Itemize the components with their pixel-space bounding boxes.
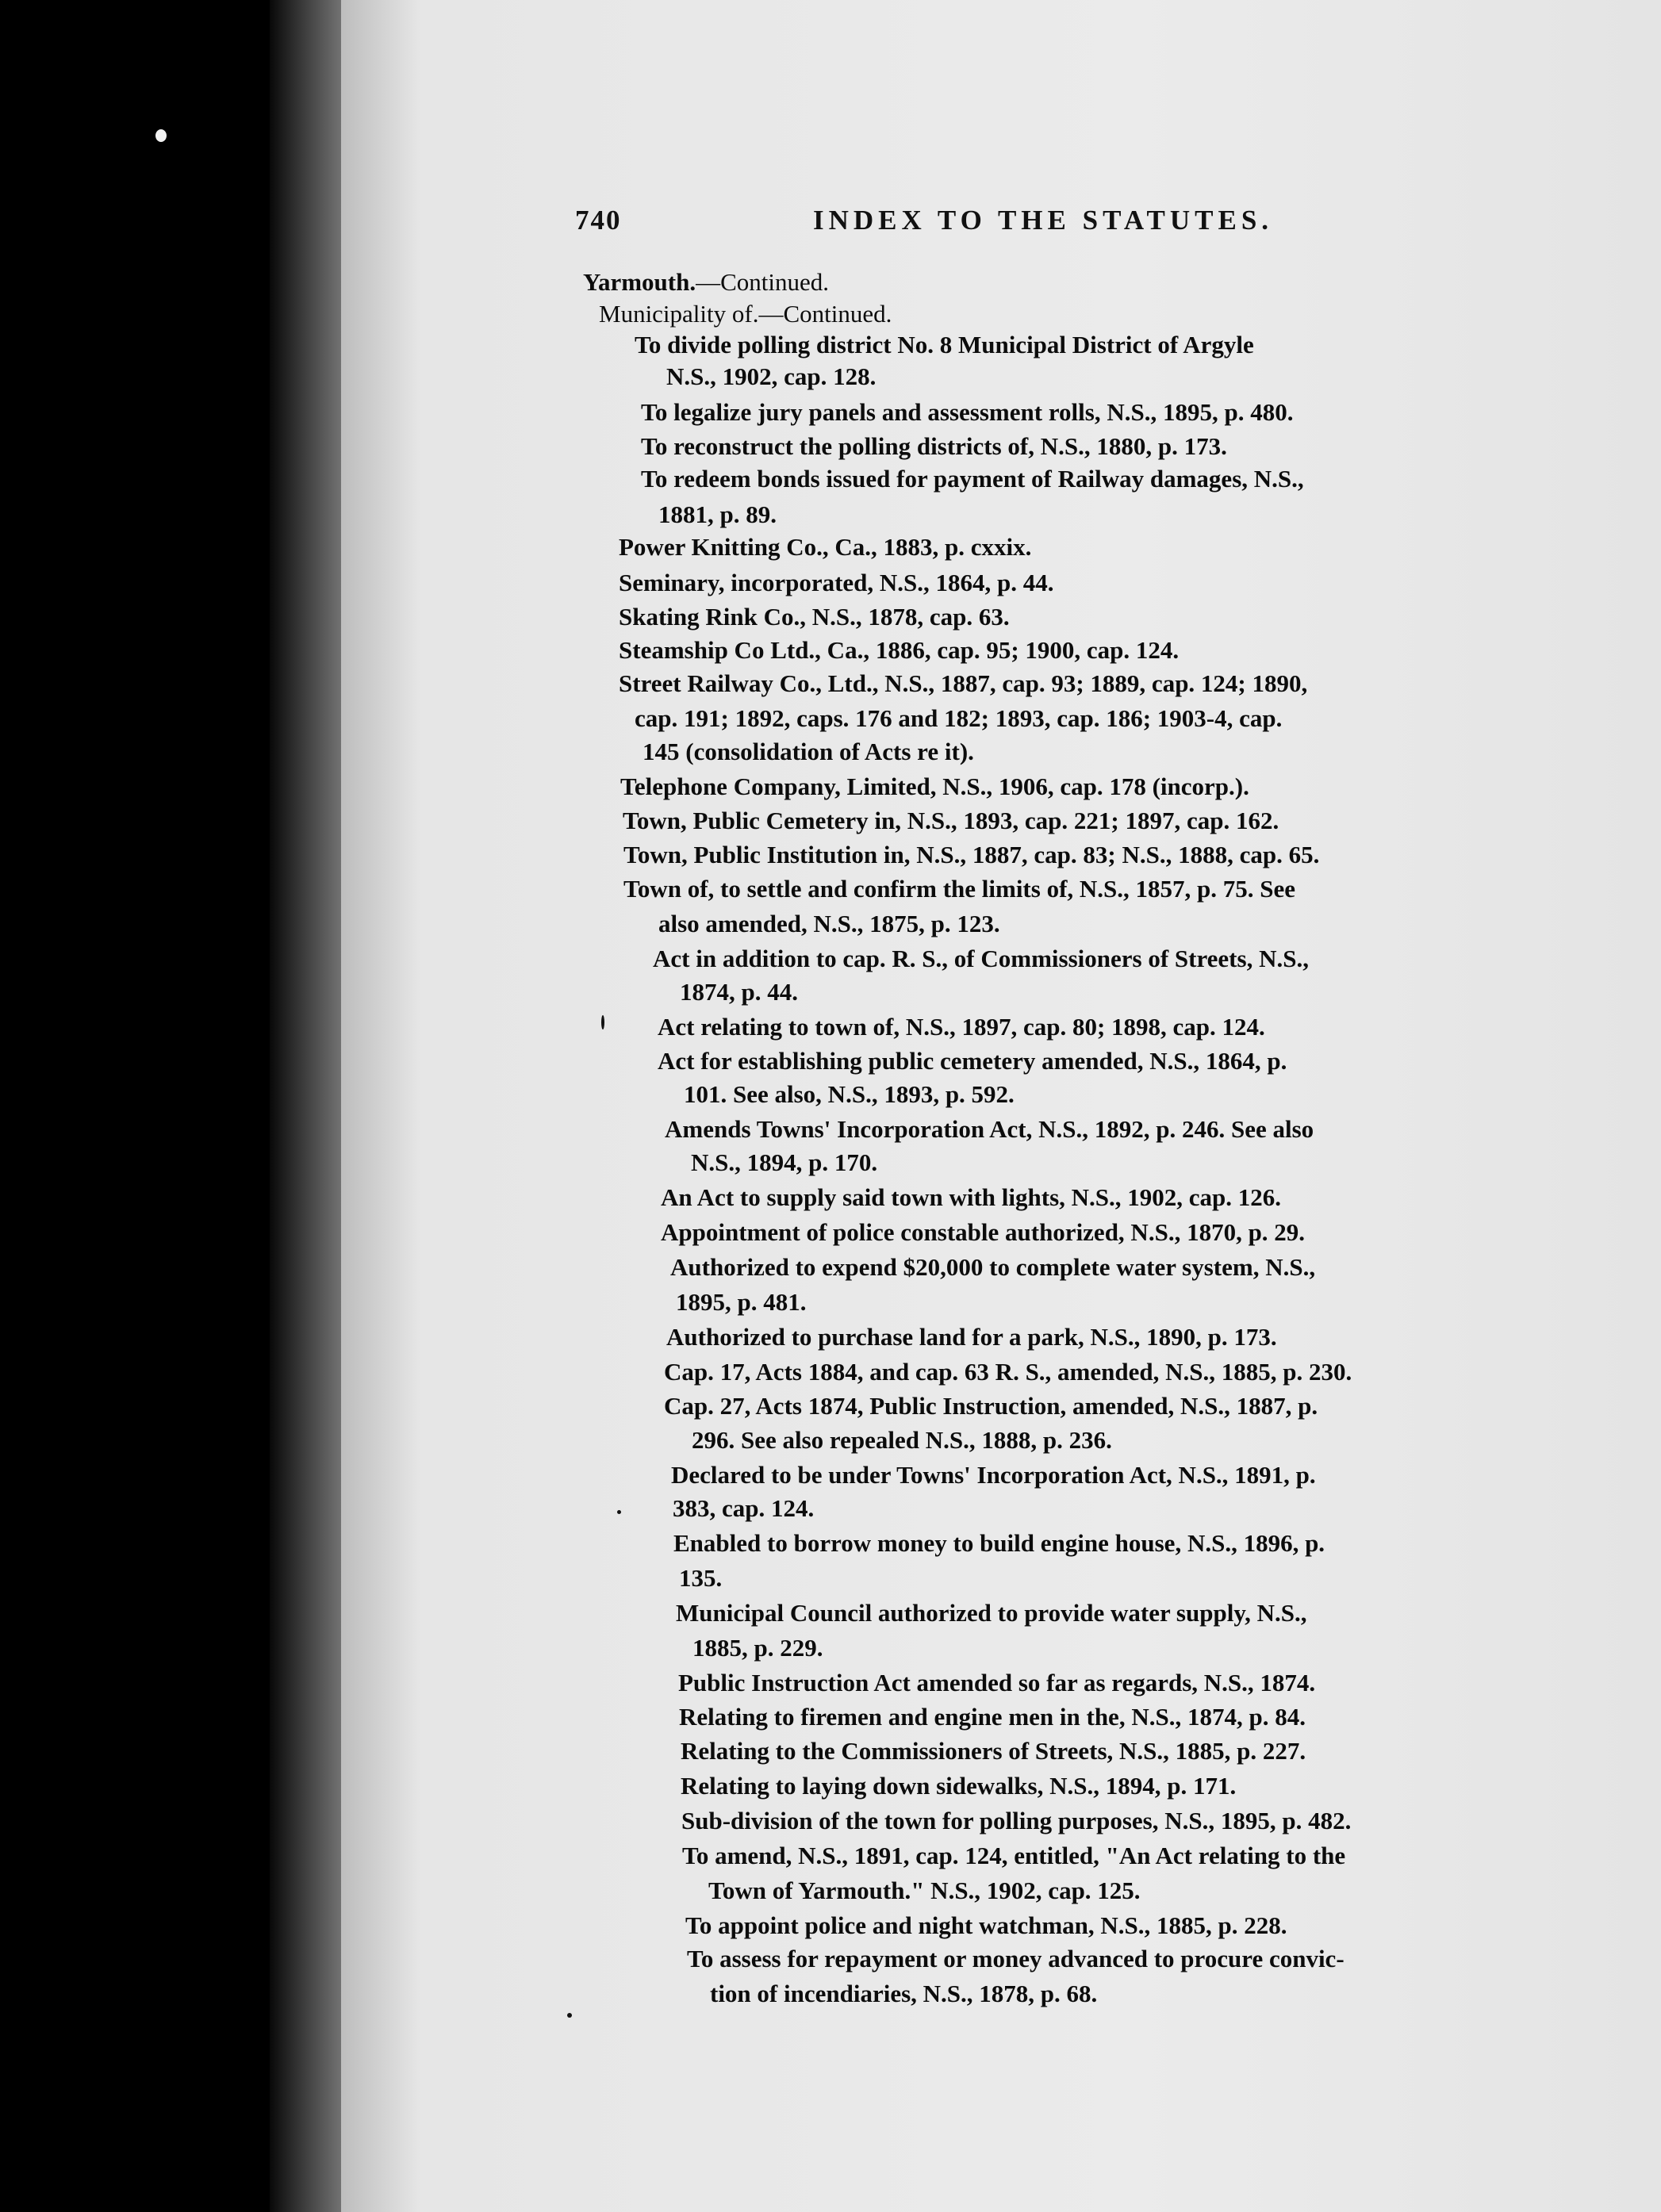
index-entry-line: 145 (consolidation of Acts re it).	[643, 738, 974, 765]
index-entry-line: Municipal Council authorized to provide water supply, N.S.,	[676, 1599, 1307, 1627]
speck	[617, 1510, 621, 1514]
index-entry-line: To appoint police and night watchman, N.S., 1885, p. 228.	[685, 1911, 1287, 1939]
index-entry-line: Cap. 27, Acts 1874, Public Instruction, amended, N.S., 1887, p.	[664, 1392, 1318, 1420]
index-entry-line: Act for establishing public cemetery amended, N.S., 1864, p.	[658, 1047, 1287, 1075]
index-entry-line: Seminary, incorporated, N.S., 1864, p. 44.	[619, 569, 1054, 596]
index-entry-line: Town of, to settle and confirm the limits of, N.S., 1857, p. 75. See	[623, 875, 1296, 903]
index-entry-line: Public Instruction Act amended so far as regards, N.S., 1874.	[678, 1669, 1316, 1696]
index-entry-line: Power Knitting Co., Ca., 1883, p. cxxix.	[619, 533, 1032, 561]
page-header	[575, 205, 1661, 236]
index-entry-line: cap. 191; 1892, caps. 176 and 182; 1893, cap. 186; 1903-4, cap.	[635, 704, 1283, 732]
index-entry-line: 1874, p. 44.	[680, 978, 798, 1006]
index-entry-line: Relating to laying down sidewalks, N.S., 1894, p. 171.	[681, 1772, 1237, 1800]
index-entry-line: 383, cap. 124.	[673, 1494, 815, 1522]
index-entry-line: N.S., 1902, cap. 128.	[666, 362, 877, 390]
index-entry-line: Sub-division of the town for polling purposes, N.S., 1895, p. 482.	[681, 1807, 1352, 1834]
index-entry-line: To assess for repayment or money advanced to procure convic-	[687, 1945, 1345, 1972]
index-entry-line: Cap. 17, Acts 1884, and cap. 63 R. S., amended, N.S., 1885, p. 230.	[664, 1358, 1352, 1386]
speck	[601, 1015, 604, 1029]
index-entry-line: Town of Yarmouth." N.S., 1902, cap. 125.	[708, 1877, 1141, 1904]
main-heading-title: Yarmouth.	[583, 268, 696, 296]
index-entry-line: also amended, N.S., 1875, p. 123.	[658, 910, 1000, 937]
index-entry-line: To legalize jury panels and assessment rolls, N.S., 1895, p. 480.	[641, 398, 1294, 426]
page-number: 740	[575, 205, 622, 236]
index-entry-line: 296. See also repealed N.S., 1888, p. 236.	[692, 1426, 1112, 1454]
main-heading	[583, 266, 829, 298]
index-entry-line: Act relating to town of, N.S., 1897, cap. 80; 1898, cap. 124.	[658, 1013, 1265, 1041]
index-entry-line: Declared to be under Towns' Incorporation Act, N.S., 1891, p.	[671, 1461, 1316, 1489]
index-entry-line: To divide polling district No. 8 Municipal District of Argyle	[635, 331, 1254, 358]
index-entry-line: Town, Public Cemetery in, N.S., 1893, cap. 221; 1897, cap. 162.	[623, 807, 1279, 834]
index-entry-line: Authorized to purchase land for a park, N.S., 1890, p. 173.	[666, 1323, 1277, 1351]
speck	[567, 2013, 572, 2018]
index-entry-line: Appointment of police constable authorized, N.S., 1870, p. 29.	[661, 1218, 1306, 1246]
index-entry-line: 1881, p. 89.	[658, 500, 777, 528]
index-entry-line: Telephone Company, Limited, N.S., 1906, cap. 178 (incorp.).	[620, 772, 1249, 800]
index-entry-line: Relating to the Commissioners of Streets, N.S., 1885, p. 227.	[681, 1737, 1306, 1765]
index-entry-line: Act in addition to cap. R. S., of Commissioners of Streets, N.S.,	[653, 945, 1309, 972]
index-entry-line: To amend, N.S., 1891, cap. 124, entitled, "An Act relating to the	[682, 1842, 1346, 1869]
index-entry-line: Authorized to expend $20,000 to complete water system, N.S.,	[670, 1253, 1316, 1281]
speck	[155, 129, 167, 142]
index-entry-line: Skating Rink Co., N.S., 1878, cap. 63.	[619, 603, 1010, 631]
index-entry-line: N.S., 1894, p. 170.	[691, 1148, 878, 1176]
index-entry-line: Enabled to borrow money to build engine house, N.S., 1896, p.	[673, 1529, 1325, 1557]
main-heading-suffix: —Continued.	[696, 268, 830, 296]
running-title: INDEX TO THE STATUTES.	[813, 205, 1274, 236]
index-entry-line: 135.	[679, 1564, 723, 1592]
index-entry-line: tion of incendiaries, N.S., 1878, p. 68.	[710, 1980, 1098, 2007]
index-entry-line: An Act to supply said town with lights, N.S., 1902, cap. 126.	[661, 1183, 1282, 1211]
sub-heading: Municipality of.—Continued.	[599, 300, 892, 328]
index-entry-line: 101. See also, N.S., 1893, p. 592.	[684, 1080, 1015, 1108]
index-entry-line: Relating to firemen and engine men in the, N.S., 1874, p. 84.	[679, 1703, 1306, 1731]
index-entry-line: To reconstruct the polling districts of, N.S., 1880, p. 173.	[641, 432, 1227, 460]
index-entry-line: Town, Public Institution in, N.S., 1887, cap. 83; N.S., 1888, cap. 65.	[623, 841, 1320, 868]
index-entry-line: Steamship Co Ltd., Ca., 1886, cap. 95; 1900, cap. 124.	[619, 636, 1180, 664]
index-entry-line: Amends Towns' Incorporation Act, N.S., 1892, p. 246. See also	[665, 1115, 1314, 1143]
index-entry-line: Street Railway Co., Ltd., N.S., 1887, cap. 93; 1889, cap. 124; 1890,	[619, 669, 1308, 697]
index-entry-line: To redeem bonds issued for payment of Railway damages, N.S.,	[641, 465, 1304, 493]
index-entry-line: 1885, p. 229.	[692, 1634, 823, 1662]
index-entry-line: 1895, p. 481.	[676, 1288, 807, 1316]
